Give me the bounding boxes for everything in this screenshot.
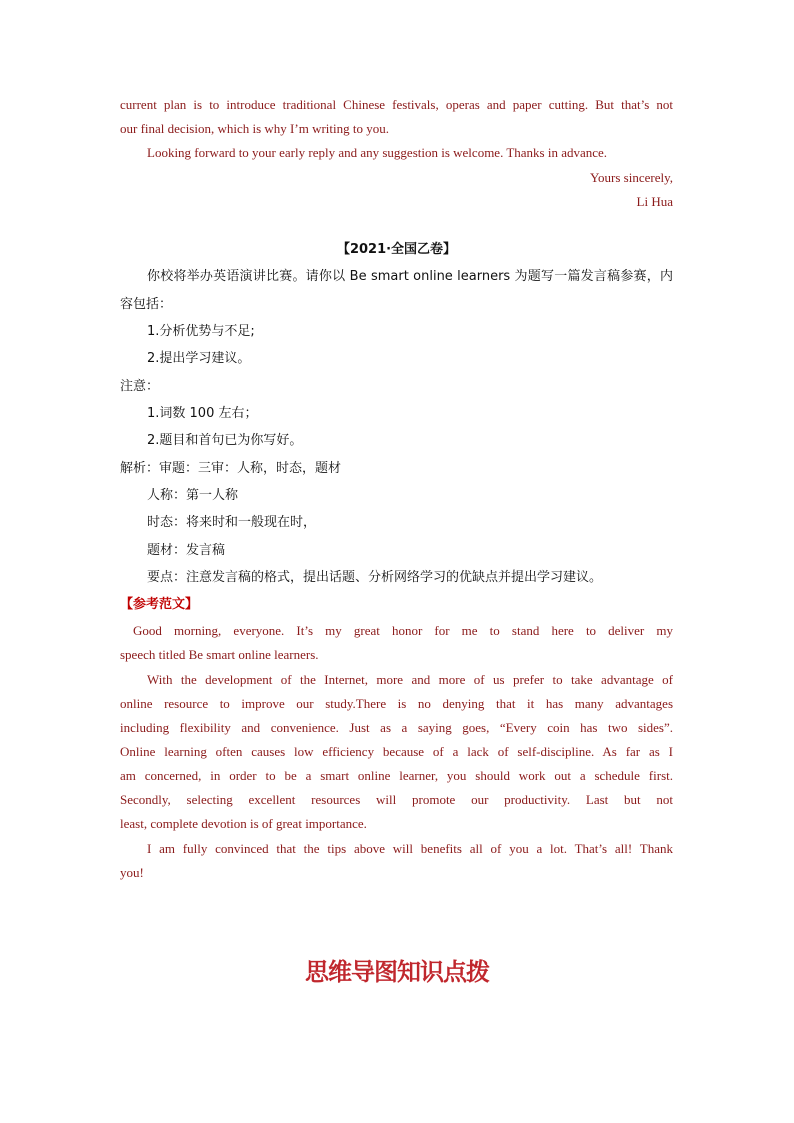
model-essay-label: 【参考范文】 bbox=[120, 597, 199, 612]
note-1: 1.词数 100 左右； bbox=[147, 406, 258, 421]
essay-p1-line-1: Good morning, everyone. It’s my great honor for me to stand here to deliver my bbox=[133, 623, 673, 638]
letter-signature: Li Hua bbox=[636, 194, 673, 209]
analysis-points: 要点：注意发言稿的格式，提出话题、分析网络学习的优缺点并提出学习建议。 bbox=[147, 570, 603, 585]
letter-closing: Yours sincerely, bbox=[589, 170, 673, 185]
analysis-person: 人称：第一人称 bbox=[147, 488, 239, 503]
notes-label: 注意： bbox=[120, 379, 160, 394]
prompt-line-2: 容包括： bbox=[120, 297, 173, 312]
essay-p2-line-7: least, complete devotion is of great importance. bbox=[120, 816, 367, 831]
essay-p2-line-5: am concerned, in order to be a smart online learner, you should work out a schedule first. bbox=[120, 768, 673, 783]
essay-p2-line-3: including flexibility and convenience. Just as a saying goes, “Every coin has two sides”. bbox=[120, 720, 673, 735]
essay-p2-line-6: Secondly, selecting excellent resources will promote our productivity. Last but not bbox=[120, 792, 673, 807]
essay-p2-line-2: online resource to improve our study.There is no denying that it has many advantages bbox=[120, 696, 673, 711]
section-title: 【2021·全国乙卷】 bbox=[336, 242, 457, 257]
essay-p3-line-2: you! bbox=[120, 865, 144, 880]
mind-map-heading: 思维导图知识点拨 bbox=[305, 958, 489, 986]
note-2: 2.题目和首句已为你写好。 bbox=[147, 433, 303, 448]
letter-line-1: current plan is to introduce traditional Chinese festivals, operas and paper cutting. But that’s not bbox=[120, 97, 673, 112]
analysis-tense: 时态：将来时和一般现在时， bbox=[147, 515, 317, 530]
analysis-line-1: 解析：审题：三审：人称，时态，题材 bbox=[120, 461, 342, 476]
prompt-line-1: 你校将举办英语演讲比赛。请你以 Be smart online learners 为题写一篇发言稿参赛，内 bbox=[147, 269, 673, 284]
essay-p1-line-2: speech titled Be smart online learners. bbox=[120, 647, 319, 662]
prompt-item-2: 2.提出学习建议。 bbox=[147, 351, 251, 366]
analysis-genre: 题材：发言稿 bbox=[147, 543, 226, 558]
essay-p2-line-4: Online learning often causes low efficiency because of a lack of self-discipline. As far as I bbox=[120, 744, 673, 759]
letter-line-3: Looking forward to your early reply and any suggestion is welcome. Thanks in advance. bbox=[147, 145, 608, 160]
prompt-item-1: 1.分析优势与不足; bbox=[147, 324, 255, 339]
essay-p3-line-1: I am fully convinced that the tips above will benefits all of you a lot. That’s all! Thank bbox=[147, 841, 673, 856]
letter-line-2: our final decision, which is why I’m writing to you. bbox=[120, 121, 389, 136]
essay-p2-line-1: With the development of the Internet, more and more of us prefer to take advantage of bbox=[147, 672, 673, 687]
